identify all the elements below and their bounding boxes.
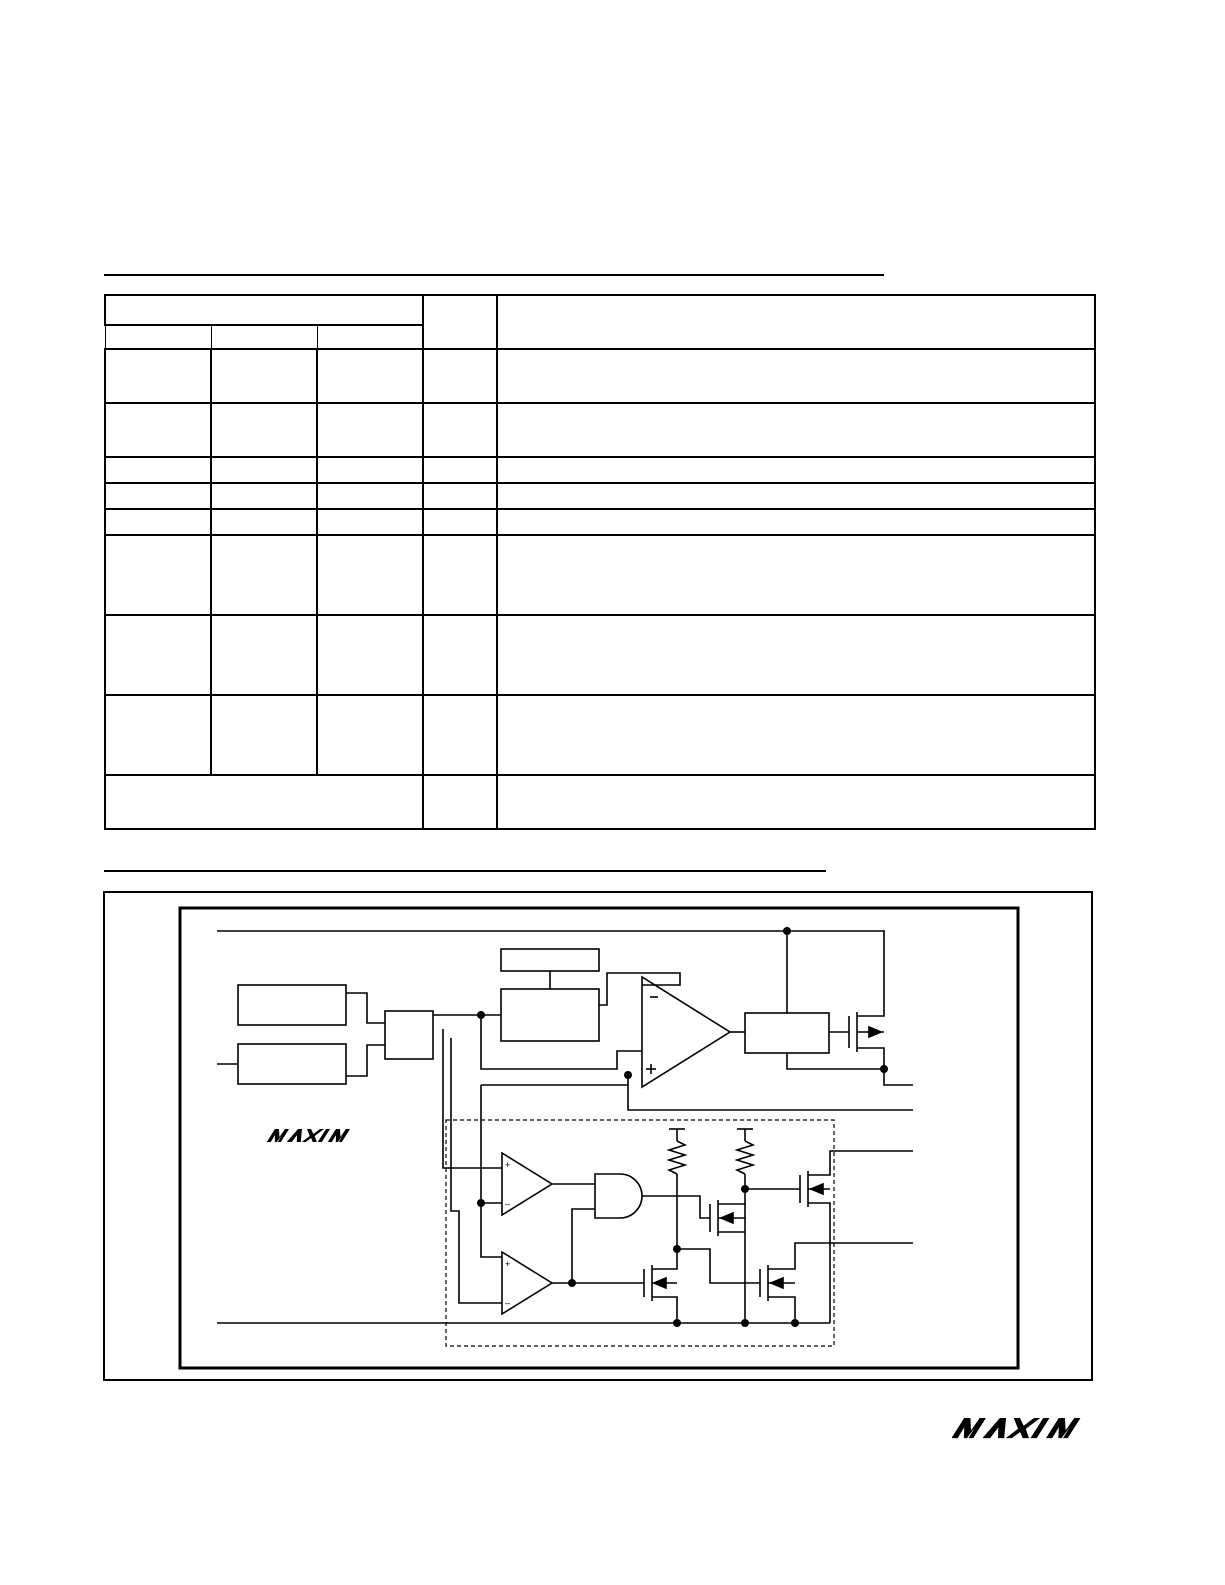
- output-line: [884, 1069, 913, 1085]
- wire: [652, 1297, 677, 1323]
- table-row: [105, 615, 1095, 695]
- pin-description-heading-rule: [104, 274, 884, 276]
- wire: [857, 931, 884, 1016]
- table-row: [105, 349, 1095, 403]
- logic-block: [385, 1011, 433, 1059]
- junction-dot-icon: [741, 1185, 749, 1193]
- function-header-cell: [497, 295, 1095, 349]
- logo-letter: [287, 1129, 305, 1142]
- table-row: [105, 775, 1095, 829]
- feedback-line: [481, 1085, 913, 1110]
- mosfet-icon: [811, 1184, 823, 1194]
- junction-dot-icon: [477, 1199, 485, 1207]
- wire: [599, 973, 680, 1005]
- output-line: [768, 1243, 913, 1269]
- mosfet-icon: [721, 1213, 733, 1223]
- wire: [451, 1038, 502, 1303]
- table-header-row: [105, 295, 1095, 325]
- trim-block: [501, 949, 599, 971]
- junction-dot-icon: [783, 927, 791, 935]
- chip-outline: [180, 908, 1018, 1368]
- junction-dot-icon: [568, 1279, 576, 1287]
- control-block: [238, 1044, 346, 1084]
- minus-sign: –: [505, 1298, 511, 1308]
- name-header-cell: [423, 295, 497, 349]
- functional-block-diagram: [105, 893, 1095, 1383]
- wire: [443, 1029, 502, 1168]
- logo-letter: [982, 1418, 1010, 1438]
- minus-sign: –: [505, 1199, 511, 1209]
- output-line: [808, 1151, 913, 1175]
- table-row: [105, 483, 1095, 509]
- mosfet-icon: [654, 1278, 666, 1288]
- wire: [677, 1196, 710, 1218]
- junction-dot-icon: [741, 1319, 749, 1327]
- wire: [808, 1203, 830, 1323]
- junction-dot-icon: [791, 1319, 799, 1327]
- diagram-logo: [267, 1129, 350, 1142]
- resistor-icon: [669, 1141, 685, 1174]
- pin-description-table: [104, 294, 1096, 830]
- driver-block: [745, 1013, 829, 1053]
- pin-group-header-cell: [105, 295, 423, 325]
- main-amplifier: [642, 977, 730, 1087]
- junction-dot-icon: [624, 1071, 632, 1079]
- plus-sign: +: [505, 1259, 511, 1269]
- table-row: [105, 535, 1095, 615]
- wire: [552, 1209, 595, 1283]
- block-diagram-frame: [103, 891, 1093, 1381]
- logo-letter: [328, 1129, 350, 1142]
- logo-letter: [1046, 1418, 1080, 1438]
- junction-dots: [477, 927, 888, 1327]
- reference-block: [238, 985, 346, 1025]
- pin-variant-header-cell: [317, 325, 423, 349]
- table-row: [105, 509, 1095, 535]
- junction-dot-icon: [673, 1245, 681, 1253]
- table-row: [105, 457, 1095, 483]
- logo-letter: [267, 1129, 289, 1142]
- pin-variant-header-cell: [211, 325, 317, 349]
- block-diagram-heading-rule: [104, 870, 826, 872]
- footer-logo: [952, 1416, 1092, 1444]
- table-row: [105, 403, 1095, 457]
- wire: [652, 1249, 677, 1269]
- wire: [346, 993, 385, 1023]
- mosfet-icon: [771, 1278, 783, 1288]
- resistor-icon: [737, 1141, 753, 1174]
- pin-variant-header-cell: [105, 325, 211, 349]
- wire: [481, 1085, 502, 1257]
- junction-dot-icon: [880, 1065, 888, 1073]
- wire: [768, 1297, 795, 1323]
- and-gate-icon: [595, 1174, 642, 1218]
- wire: [346, 1045, 385, 1076]
- error-amp-block: [501, 989, 599, 1041]
- junction-dot-icon: [477, 1011, 485, 1019]
- plus-sign: +: [505, 1160, 511, 1170]
- wire: [677, 1249, 760, 1283]
- junction-dot-icon: [673, 1319, 681, 1327]
- table-row: [105, 695, 1095, 775]
- mosfet-icon: [869, 1027, 881, 1037]
- wire: [857, 1048, 884, 1069]
- wire: [787, 1053, 884, 1069]
- logo-letter: [952, 1418, 986, 1438]
- wire: [481, 1015, 642, 1069]
